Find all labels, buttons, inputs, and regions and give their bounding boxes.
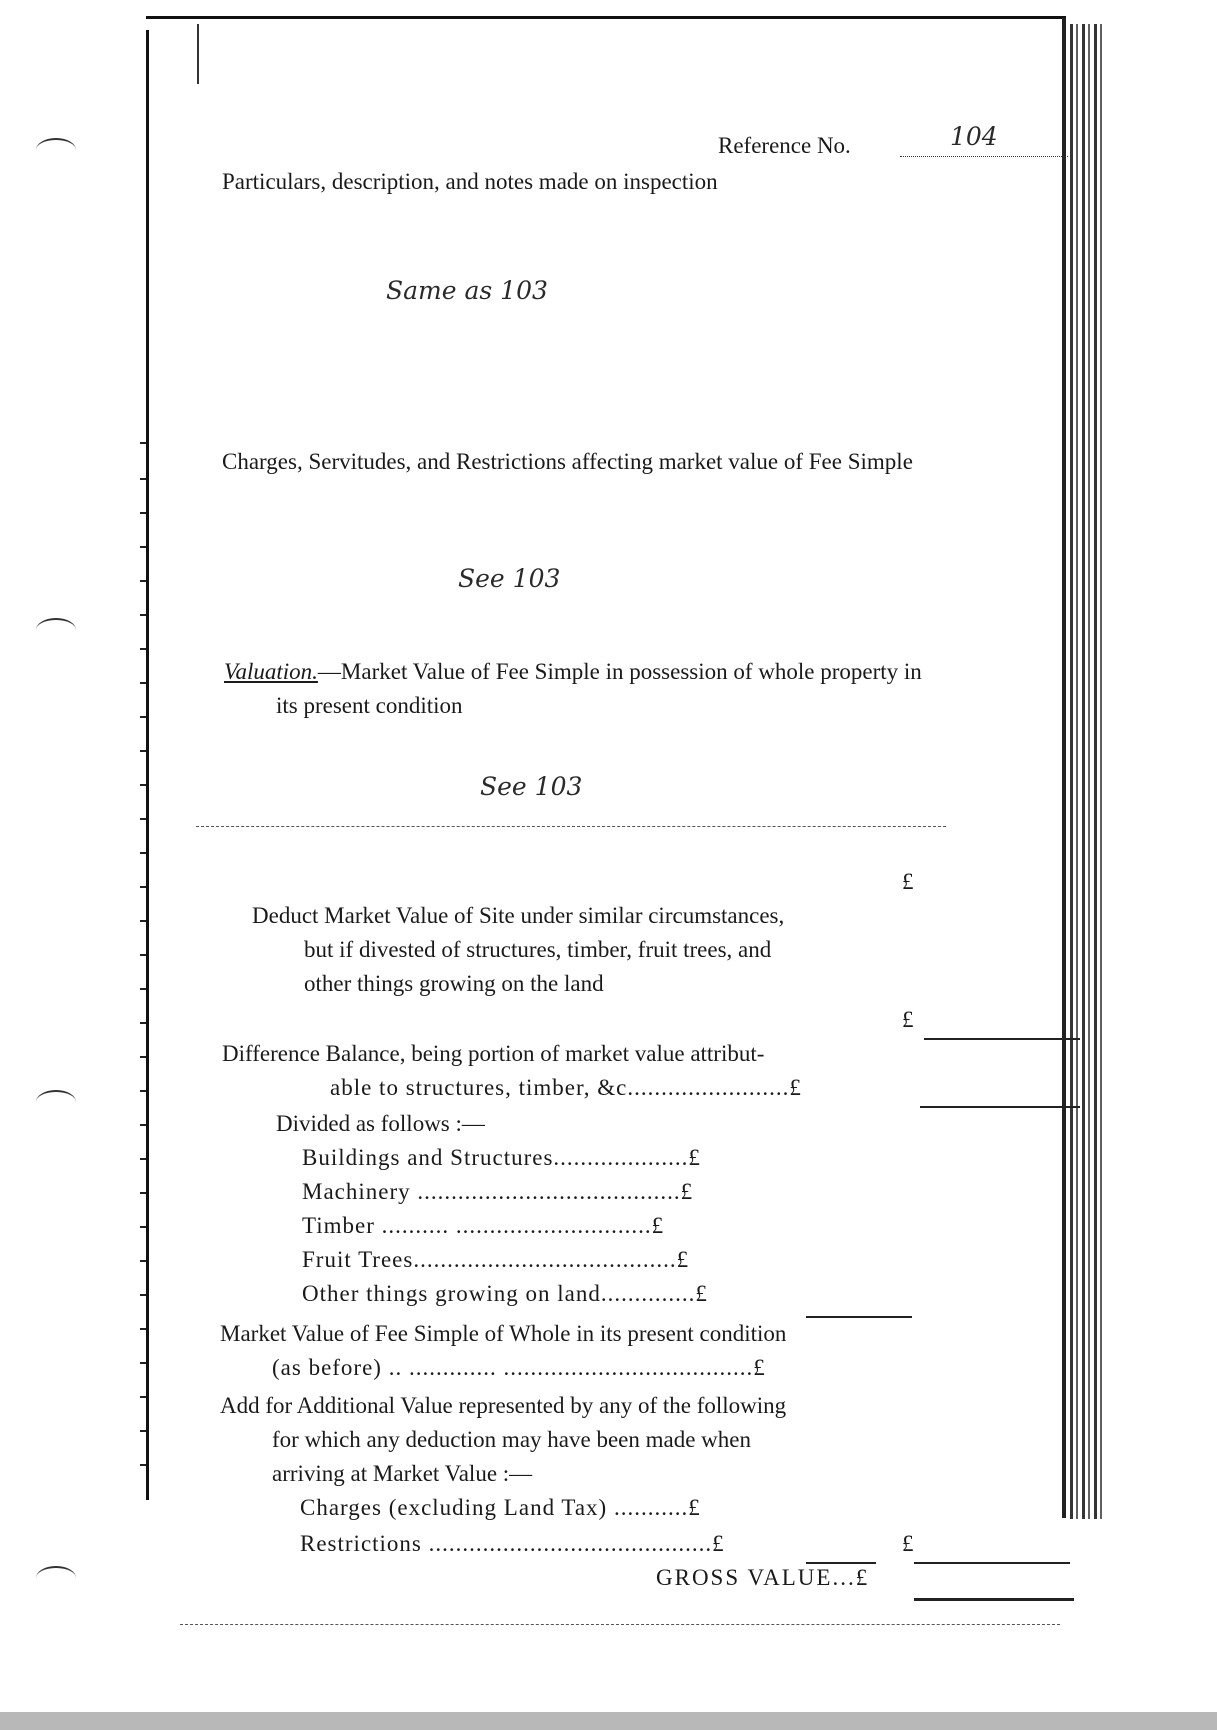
valuation-heading [224, 658, 922, 686]
valuation-heading-italic: Valuation. [224, 659, 318, 684]
item-fruit-trees: Fruit Trees.......................................£ [302, 1247, 690, 1272]
reference-underline [900, 156, 1068, 157]
difference-line-1: Difference Balance, being portion of market value attribut- [222, 1041, 765, 1066]
market-line-1: Market Value of Fee Simple of Whole in its present condition [220, 1321, 787, 1346]
binder-ring-2 [36, 618, 76, 642]
inner-margin-line [197, 24, 199, 84]
item-charges: Charges (excluding Land Tax) ...........£ [300, 1495, 701, 1520]
binder-ring-1 [36, 138, 76, 162]
particulars-note: Same as 103 [386, 276, 548, 305]
add-line-1: Add for Additional Value represented by any of the following [220, 1393, 787, 1418]
deduct-total-line [924, 1038, 1080, 1040]
restrictions-pound-right: £ [902, 1531, 914, 1556]
add-line-3: arriving at Market Value :— [272, 1461, 533, 1486]
item-timber: Timber .......... .............................£ [302, 1213, 665, 1238]
valuation-heading-rest: —Market Value of Fee Simple in possession of whole property in [317, 659, 922, 684]
gross-value-line [914, 1598, 1074, 1601]
page-right-edge [1062, 18, 1066, 1518]
page-left-edge [146, 30, 149, 1500]
charges-heading: Charges, Servitudes, and Restrictions affecting market value of Fee Simple [222, 449, 913, 474]
page-stack-edge [1070, 24, 1106, 1519]
restrictions-total-line [914, 1562, 1070, 1564]
valuation-note: See 103 [480, 772, 583, 801]
reference-number: 104 [950, 122, 998, 151]
binder-ring-3 [36, 1090, 76, 1114]
pound-sign-1: £ [902, 869, 914, 894]
market-line-2: (as before) .. ............. .....................................£ [272, 1355, 766, 1380]
bottom-divider [180, 1624, 1060, 1625]
divided-heading: Divided as follows :— [276, 1111, 485, 1136]
difference-line-2: able to structures, timber, &c........................£ [330, 1075, 802, 1100]
deduct-line-1: Deduct Market Value of Site under similar circumstances, [252, 903, 785, 928]
charges-note: See 103 [458, 564, 561, 593]
valuation-heading-line2: its present condition [276, 693, 463, 718]
deduct-line-3: other things growing on the land [304, 971, 604, 996]
reference-label: Reference No. [718, 133, 851, 158]
item-other-things: Other things growing on land..............£ [302, 1281, 708, 1306]
item-buildings: Buildings and Structures....................£ [302, 1145, 701, 1170]
pound-sign-2: £ [902, 1007, 914, 1032]
item-restrictions: Restrictions ..........................................£ [300, 1531, 725, 1556]
gross-value: GROSS VALUE...£ [656, 1565, 870, 1590]
page-bottom-edge [0, 1712, 1217, 1730]
item-machinery: Machinery .......................................£ [302, 1179, 694, 1204]
deduct-line-2: but if divested of structures, timber, fruit trees, and [304, 937, 772, 962]
items-subtotal-line [806, 1316, 912, 1318]
page-top-edge [146, 16, 1066, 19]
valuation-divider [196, 826, 946, 827]
add-line-2: for which any deduction may have been made when [272, 1427, 751, 1452]
particulars-heading: Particulars, description, and notes made on inspection [222, 169, 718, 194]
difference-total-line [920, 1106, 1080, 1108]
binder-ring-4 [36, 1566, 76, 1590]
